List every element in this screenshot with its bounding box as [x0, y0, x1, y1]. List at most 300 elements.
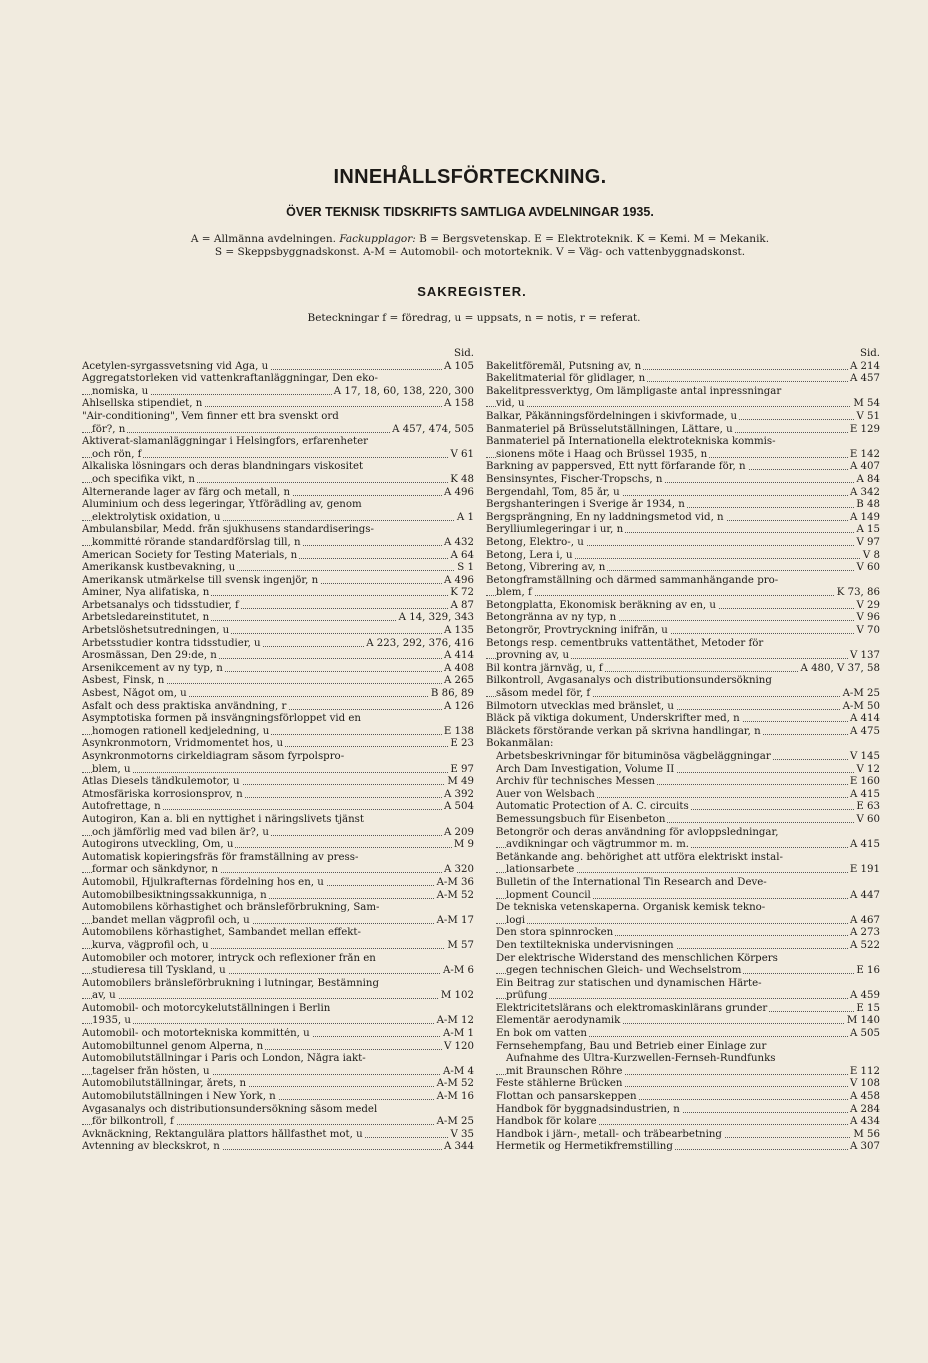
entry-page-ref: M 57 [447, 939, 474, 951]
entry-text: blem, u [92, 763, 131, 775]
entry-page-ref: A-M 52 [436, 1078, 474, 1090]
entry-text: Bensinsyntes, Fischer-Tropschs, n [486, 473, 663, 485]
entry-text: Ambulansbilar, Medd. från sjukhusens standardiserings- [82, 524, 374, 536]
entry-text: Fernsehempfang, Bau und Betrieb einer Einlage zur [496, 1040, 767, 1052]
entry-page-ref: A-M 25 [436, 1116, 474, 1128]
entry-page-ref: M 9 [453, 839, 474, 851]
index-entry [486, 1015, 880, 1028]
index-entry [486, 902, 880, 927]
entry-text: Bulletin of the International Tin Research and Deve- [496, 876, 767, 888]
entry-text: Aufnahme des Ultra-Kurzwellen-Fernseh-Rundfunks [506, 1053, 776, 1065]
entry-text: Arsenikcement av ny typ, n [82, 662, 223, 674]
entry-page-ref: A 265 [443, 675, 474, 687]
entry-text: Flottan och pansarskeppen [496, 1091, 637, 1103]
entry-text: Betongrör, Provtryckning inifrån, u [486, 625, 668, 637]
index-entry [486, 927, 880, 940]
entry-text: Bläck på viktiga dokument, Underskrifter med, n [486, 713, 740, 725]
index-entry [82, 927, 474, 952]
entry-text: prüfung [506, 990, 548, 1002]
entry-text: Arbetsledareinstitutet, n [82, 612, 210, 624]
entry-text: av, u [92, 990, 116, 1002]
entry-page-ref: M 49 [447, 776, 474, 788]
entry-page-ref: V 108 [849, 1078, 880, 1090]
index-entry [486, 411, 880, 424]
entry-text: Banmateriel på Internationella elektrotekniska kommis- [486, 436, 776, 448]
index-entry [82, 1141, 474, 1154]
index-entry [82, 978, 474, 1003]
entry-text: lationsarbete [506, 864, 575, 876]
entry-page-ref: B 86, 89 [430, 688, 474, 700]
legend-fack: Fackupplagor: [339, 233, 416, 245]
entry-text: Der elektrische Widerstand des menschlichen Körpers [496, 952, 778, 964]
index-entry [82, 650, 474, 663]
entry-text: och rön, f [92, 448, 142, 460]
entry-page-ref: A 273 [849, 927, 880, 939]
entry-page-ref: S 1 [457, 562, 474, 574]
entry-page-ref: A 504 [443, 801, 474, 813]
entry-page-ref: K 73, 86 [836, 587, 880, 599]
entry-text: kommitté rörande standardförslag till, n [92, 536, 301, 548]
entry-page-ref: A 149 [849, 511, 880, 523]
entry-page-ref: E 112 [849, 1065, 880, 1077]
entry-page-ref: A 158 [443, 398, 474, 410]
entry-text: Ein Beitrag zur statischen und dynamischen Härte- [496, 977, 762, 989]
index-entry [486, 461, 880, 474]
index-entry [82, 524, 474, 549]
entry-text: Bilkontroll, Avgasanalys och distributionsundersökning [486, 675, 772, 687]
entry-text: Hermetik og Hermetikfremstilling [496, 1141, 673, 1153]
entry-text: studieresa till Tyskland, u [92, 965, 226, 977]
index-entry [486, 1028, 880, 1041]
entry-text: elektrolytisk oxidation, u [92, 511, 221, 523]
entry-page-ref: A 414 [443, 650, 474, 662]
legend-part2: B = Bergsvetenskap. E = Elektroteknik. K = Kemi. M = Mekanik. [419, 233, 770, 245]
entry-text: Bakelitföremål, Putsning av, n [486, 360, 642, 372]
entry-text: Arbetsanalys och tidsstudier, f [82, 599, 239, 611]
entry-text: En bok om vatten [496, 1028, 587, 1040]
entry-page-ref: A 87 [450, 599, 474, 611]
entry-page-ref: V 145 [849, 751, 880, 762]
index-entry [486, 524, 880, 537]
right-column [486, 348, 880, 1154]
entry-text: tagelser från hösten, u [92, 1065, 210, 1077]
index-entry [82, 487, 474, 500]
entry-page-ref: V 97 [856, 536, 880, 548]
index-entry [82, 839, 474, 852]
entry-page-ref: A 284 [849, 1103, 880, 1115]
entry-text: Bergshanteringen i Sverige år 1934, n [486, 499, 685, 511]
legend-line2: S = Skeppsbyggnadskonst. A-M = Automobil- och motorteknik. V = Väg- och vattenbyggnadskonst. [214, 246, 746, 258]
entry-text: Avknäckning, Rektangulära plattors hållfasthet mot, u [82, 1128, 363, 1140]
index-entry [82, 625, 474, 638]
entry-text: Autofrettage, n [82, 801, 161, 813]
left-entry-list [82, 361, 474, 1154]
entry-page-ref: A 480, V 37, 58 [800, 662, 880, 674]
entry-page-ref: A 84 [856, 473, 880, 485]
index-entry [82, 801, 474, 814]
entry-page-ref: V 29 [856, 599, 880, 611]
entry-text: kurva, vägprofil och, u [92, 939, 209, 951]
entry-page-ref: A 459 [849, 990, 880, 1002]
entry-text: Automobiltunnel genom Alperna, n [82, 1040, 264, 1052]
entry-page-ref: A-M 16 [436, 1091, 474, 1103]
entry-text: Betongplatta, Ekonomisk beräkning av en, u [486, 599, 716, 611]
entry-page-ref: A 415 [849, 839, 880, 851]
entry-text: bandet mellan vägprofil och, u [92, 914, 250, 926]
entry-text: Betongframställning och därmed sammanhängande pro- [486, 574, 779, 586]
entry-text: Arbetsbeskrivningar för bituminösa vägbeläggningar [496, 751, 771, 762]
index-entry [82, 1078, 474, 1091]
entry-page-ref: A 496 [443, 486, 474, 498]
entry-text: Bläckets förstörande verkan på skrivna handlingar, n [486, 725, 761, 737]
entry-text: Arosmässan, Den 29:de, n [82, 650, 217, 662]
entry-text: blem, f [496, 587, 532, 599]
entry-text: Handbok för kolare [496, 1116, 597, 1128]
index-entry [486, 638, 880, 663]
entry-page-ref: A-M 4 [443, 1065, 474, 1077]
entry-page-ref: A 307 [849, 1141, 880, 1153]
entry-text: Auer von Welsbach [496, 788, 595, 800]
index-entry [82, 600, 474, 613]
entry-page-ref: A 223, 292, 376, 416 [366, 637, 474, 649]
entry-text: Bakelitmaterial för glidlager, n [486, 373, 646, 385]
entry-page-ref: A 434 [849, 1116, 880, 1128]
index-entry [82, 1104, 474, 1129]
entry-text: Alkaliska lösningars och deras blandningars viskositet [82, 461, 364, 473]
entry-text: Atmosfäriska korrosionsprov, n [82, 788, 243, 800]
index-entry [486, 776, 880, 789]
entry-page-ref: B 48 [856, 499, 880, 511]
entry-text: Automatisk kopieringsfräs för framställning av press- [82, 851, 359, 863]
index-entry [486, 764, 880, 777]
sid-label: Sid. [454, 348, 474, 359]
entry-page-ref: E 97 [450, 763, 474, 775]
entry-text: Avtenning av bleckskrot, n [82, 1141, 220, 1153]
entry-text: Avgasanalys och distributionsundersökning såsom medel [82, 1103, 378, 1115]
index-entry [486, 814, 880, 827]
index-entry [82, 751, 474, 776]
entry-text: Handbok i järn-, metall- och träbearbetning [496, 1128, 722, 1140]
entry-text: Asynkronmotorn, Vridmomentet hos, u [82, 738, 284, 750]
sid-label: Sid. [860, 348, 880, 359]
index-entry [486, 713, 880, 726]
entry-text: "Air-conditioning", Vem finner ett bra svenskt ord [82, 410, 339, 422]
index-entry [82, 1129, 474, 1142]
entry-text: Aluminium och dess legeringar, Ytförädling av, genom [82, 499, 362, 511]
entry-text: formar och sänkdynor, n [92, 864, 219, 876]
entry-page-ref: V 60 [856, 813, 880, 825]
entry-text: Aggregatstorleken vid vattenkraftanläggningar, Den eko- [82, 373, 378, 385]
index-entry [486, 562, 880, 575]
entry-page-ref: V 120 [443, 1040, 474, 1052]
entry-text: Amerikansk utmärkelse till svensk ingenjör, n [82, 574, 319, 586]
entry-page-ref: E 23 [450, 738, 474, 750]
entry-text: Betongrör och deras användning för avloppsledningar, [496, 826, 779, 838]
index-subheading: Bokanmälan: [486, 738, 554, 750]
entry-text: American Society for Testing Materials, n [82, 549, 298, 561]
index-entry [486, 537, 880, 550]
index-entry [486, 512, 880, 525]
entry-text: Acetylen-syrgassvetsning vid Aga, u [82, 360, 269, 372]
index-entry [486, 1041, 880, 1079]
index-entry [486, 801, 880, 814]
entry-text: Automobilutställningar i Paris och London, Några iakt- [82, 1053, 366, 1065]
entry-page-ref: E 63 [856, 801, 880, 813]
entry-text: Automobilutställningar, årets, n [82, 1078, 247, 1090]
index-entry [82, 361, 474, 374]
entry-text: logi [506, 914, 526, 926]
entry-page-ref: A-M 12 [436, 1015, 474, 1027]
index-entry [82, 373, 474, 398]
entry-text: De tekniska vetenskaperna. Organisk kemisk tekno- [496, 902, 766, 914]
entry-page-ref: A 344 [443, 1141, 474, 1153]
index-entry [486, 1003, 880, 1016]
index-entry [82, 461, 474, 486]
index-entry [486, 940, 880, 953]
index-entry [82, 398, 474, 411]
index-entry [82, 550, 474, 563]
index-entry [82, 1003, 474, 1028]
entry-text: Asbest, Finsk, n [82, 675, 165, 687]
entry-page-ref: A 458 [849, 1091, 880, 1103]
entry-page-ref: A-M 6 [443, 965, 474, 977]
index-entry [486, 877, 880, 902]
entry-page-ref: A 64 [450, 549, 474, 561]
entry-page-ref: A-M 50 [842, 700, 880, 712]
entry-page-ref: A 126 [443, 700, 474, 712]
entry-page-ref: A 457 [849, 373, 880, 385]
index-entry [82, 713, 474, 738]
entry-page-ref: K 48 [450, 473, 474, 485]
index-entry [82, 852, 474, 877]
entry-text: och specifika vikt, n [92, 473, 195, 485]
index-entry [486, 953, 880, 978]
entry-page-ref: A 415 [849, 788, 880, 800]
entry-text: och jämförlig med vad bilen är?, u [92, 826, 269, 838]
index-entry [82, 953, 474, 978]
entry-text: Barkning av pappersved, Ett nytt förfarande för, n [486, 461, 746, 473]
page-subtitle: ÖVER TEKNISK TIDSKRIFTS SAMTLIGA AVDELNINGAR 1935. [286, 205, 654, 219]
entry-text: Betong, Vibrering av, n [486, 562, 606, 574]
entry-text: Feste stählerne Brücken [496, 1078, 623, 1090]
entry-page-ref: A 475 [849, 725, 880, 737]
index-entry [486, 1104, 880, 1117]
legend-part1: A = Allmänna avdelningen. [190, 233, 336, 245]
section-title: SAKREGISTER. [417, 284, 527, 299]
entry-text: Automobil- och motortekniska kommittén, u [82, 1028, 310, 1040]
entry-text: Asynkronmotorns cirkeldiagram såsom fyrpolspro- [82, 751, 345, 762]
entry-text: Arch Dam Investigation, Volume II [496, 763, 675, 775]
entry-text: Automatic Protection of A. C. circuits [496, 801, 689, 813]
entry-page-ref: V 12 [856, 763, 880, 775]
entry-text: Den textiltekniska undervisningen [496, 939, 674, 951]
entry-page-ref: E 191 [849, 864, 880, 876]
index-entry [82, 789, 474, 802]
entry-page-ref: V 51 [856, 410, 880, 422]
page-title: INNEHÅLLSFÖRTECKNING. [333, 166, 607, 188]
entry-text: Automobilens körhastighet, Sambandet mellan effekt- [82, 927, 361, 939]
index-entry [82, 562, 474, 575]
notation-key: Beteckningar f = föredrag, u = uppsats, n = notis, r = referat. [307, 312, 641, 324]
index-entry [82, 776, 474, 789]
index-entry [486, 827, 880, 852]
entry-text: provning av, u [496, 650, 570, 662]
index-entry [486, 701, 880, 714]
entry-page-ref: A 135 [443, 625, 474, 637]
entry-text: Den stora spinnrocken [496, 927, 614, 939]
index-entry [486, 789, 880, 802]
index-entry [82, 814, 474, 839]
entry-page-ref: A-M 36 [436, 876, 474, 888]
index-entry [82, 612, 474, 625]
index-entry [486, 550, 880, 563]
entry-text: gegen technischen Gleich- und Wechselstrom [506, 965, 742, 977]
entry-text: Bemessungsbuch für Eisenbeton [496, 813, 666, 825]
entry-text: Automobilbesiktningssakkunniga, n [82, 889, 267, 901]
index-entry [82, 436, 474, 461]
index-entry [82, 587, 474, 600]
index-entry [82, 575, 474, 588]
entry-text: Aktiverat-slamanläggningar i Helsingfors, erfarenheter [82, 436, 368, 448]
entry-page-ref: E 138 [443, 725, 474, 737]
entry-text: homogen rationell kedjeledning, u [92, 725, 270, 737]
entry-page-ref: V 96 [856, 612, 880, 624]
index-entry [486, 625, 880, 638]
entry-text: 1935, u [92, 1015, 131, 1027]
entry-text: Automobil, Hjulkrafternas fördelning hos en, u [82, 876, 324, 888]
abbreviation-legend [110, 233, 850, 259]
index-entry [486, 1141, 880, 1154]
entry-text: Autogiron, Kan a. bli en nyttighet i näringslivets tjänst [82, 813, 364, 825]
entry-text: Automobiler och motorer, intryck och reflexioner från en [82, 952, 376, 964]
entry-text: avdikningar och vägtrummor m. m. [506, 839, 689, 851]
entry-text: Alternerande lager av färg och metall, n [82, 486, 291, 498]
entry-text: Amerikansk kustbevakning, u [82, 562, 236, 574]
entry-page-ref: A 407 [849, 461, 880, 473]
index-entry [82, 902, 474, 927]
index-entry [82, 688, 474, 701]
index-entry [486, 1129, 880, 1142]
entry-text: Bergendahl, Tom, 85 år, u [486, 486, 620, 498]
index-entry [486, 386, 880, 411]
entry-text: Betong, Lera i, u [486, 549, 573, 561]
entry-text: såsom medel för, f [496, 688, 591, 700]
left-column [82, 348, 474, 1154]
entry-text: Berylliumlegeringar i ur, n [486, 524, 624, 536]
entry-text: Arbetslöshetsutredningen, u [82, 625, 230, 637]
entry-page-ref: A-M 17 [436, 914, 474, 926]
index-entry [82, 1041, 474, 1054]
entry-page-ref: A 505 [849, 1028, 880, 1040]
index-entry [82, 499, 474, 524]
index-entry [82, 877, 474, 890]
entry-text: Bil kontra järnväg, u, f [486, 662, 603, 674]
entry-page-ref: M 54 [853, 398, 880, 410]
entry-text: Automobilens körhastighet och bränsleförbrukning, Sam- [82, 902, 380, 914]
entry-text: mit Braunschen Röhre [506, 1065, 623, 1077]
index-entry [486, 499, 880, 512]
entry-page-ref: A 467 [849, 914, 880, 926]
index-entry [486, 575, 880, 600]
index-entry [486, 852, 880, 877]
entry-page-ref: A 432 [443, 536, 474, 548]
index-entry [486, 1078, 880, 1091]
index-entry [486, 474, 880, 487]
entry-text: Asbest, Något om, u [82, 688, 187, 700]
entry-page-ref: A-M 1 [443, 1028, 474, 1040]
entry-page-ref: A 15 [856, 524, 880, 536]
entry-text: Elektricitetslärans och elektromaskinlärans grunder [496, 1002, 768, 1014]
entry-page-ref: E 15 [856, 1002, 880, 1014]
entry-page-ref: A-M 52 [436, 889, 474, 901]
index-entry [486, 726, 880, 739]
entry-text: Bilmotorn utvecklas med bränslet, u [486, 700, 674, 712]
entry-page-ref: V 61 [450, 448, 474, 460]
entry-text: nomiska, u [92, 385, 149, 397]
entry-text: Handbok för byggnadsindustrien, n [496, 1103, 680, 1115]
index-entry [486, 373, 880, 386]
entry-page-ref: E 160 [849, 776, 880, 788]
entry-text: för?, n [92, 423, 126, 435]
index-entry [486, 1091, 880, 1104]
entry-page-ref: A-M 25 [842, 688, 880, 700]
entry-page-ref: A 105 [443, 360, 474, 372]
entry-text: Arbetsstudier kontra tidsstudier, u [82, 637, 261, 649]
entry-text: Betong, Elektro-, u [486, 536, 584, 548]
index-entry [486, 675, 880, 700]
entry-page-ref: A 1 [456, 511, 474, 523]
entry-text: Automobilutställningen i New York, n [82, 1091, 276, 1103]
entry-page-ref: K 72 [450, 587, 474, 599]
entry-page-ref: A 522 [849, 939, 880, 951]
entry-page-ref: A 320 [443, 864, 474, 876]
index-entry [82, 638, 474, 651]
entry-page-ref: E 16 [856, 965, 880, 977]
entry-page-ref: M 56 [853, 1128, 880, 1140]
index-entry [82, 701, 474, 714]
entry-page-ref: A 14, 329, 343 [398, 612, 474, 624]
index-entry [486, 663, 880, 676]
index-entry [82, 1091, 474, 1104]
index-entry [486, 424, 880, 437]
index-entry [82, 1053, 474, 1078]
entry-page-ref: A 447 [849, 889, 880, 901]
entry-page-ref: A 342 [849, 486, 880, 498]
entry-text: Asfalt och dess praktiska användning, r [82, 700, 287, 712]
index-entry [486, 978, 880, 1003]
entry-text: Automobil- och motorcykelutställningen i Berlin [82, 1002, 331, 1014]
index-entry [82, 890, 474, 903]
index-entry [486, 612, 880, 625]
entry-page-ref: M 102 [440, 990, 474, 1002]
entry-page-ref: A 408 [443, 662, 474, 674]
entry-page-ref: A 209 [443, 826, 474, 838]
index-entry [486, 1116, 880, 1129]
entry-text: Betongränna av ny typ, n [486, 612, 617, 624]
index-entry [82, 663, 474, 676]
entry-text: Balkar, Påkänningsfördelningen i skivformade, u [486, 410, 738, 422]
entry-text: Aminer, Nya alifatiska, n [82, 587, 210, 599]
entry-text: Autogirons utveckling, Om, u [82, 839, 234, 851]
index-entry [486, 361, 880, 374]
index-entry [486, 751, 880, 764]
index-entry [486, 487, 880, 500]
entry-text: sionens möte i Haag och Brüssel 1935, n [496, 448, 708, 460]
entry-page-ref: V 60 [856, 562, 880, 574]
index-entry [82, 411, 474, 436]
entry-text: vid, u [496, 398, 525, 410]
entry-page-ref: V 8 [862, 549, 880, 561]
